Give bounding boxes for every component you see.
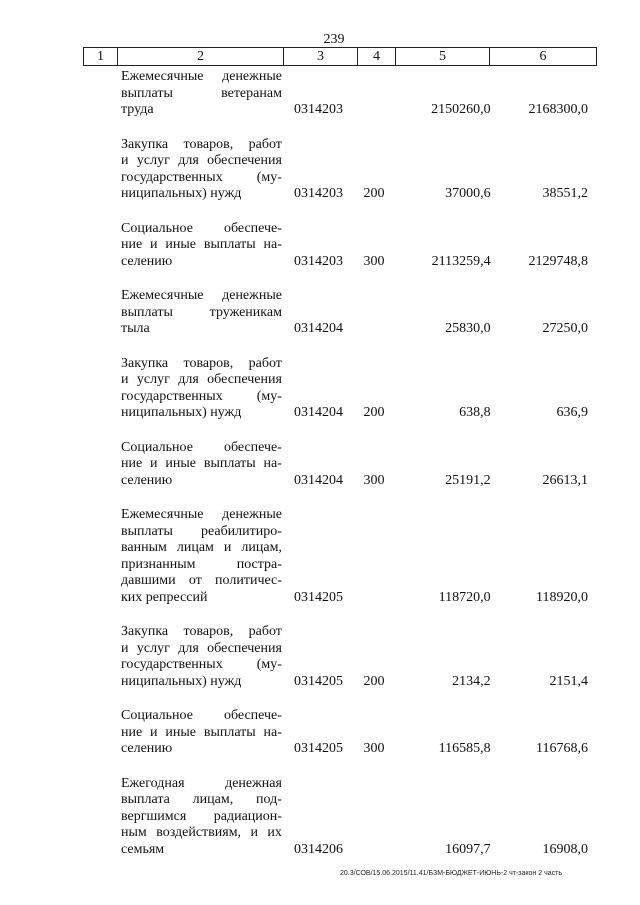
- row-name: [83, 69, 282, 119]
- row-value-6: 636,9: [556, 405, 588, 420]
- row-value-6: 2129748,8: [528, 253, 588, 269]
- row-value-6: 16908,0: [542, 841, 588, 857]
- row-name: [83, 288, 282, 338]
- row-code: 0314204: [293, 405, 343, 420]
- row-value-6: 2151,4: [549, 673, 588, 689]
- row-code: 0314203: [293, 102, 343, 117]
- row-name: [83, 708, 282, 758]
- row-code: 0314203: [293, 253, 343, 269]
- row-value-5: 2150260,0: [431, 102, 491, 117]
- row-value-6: 2168300,0: [528, 102, 588, 117]
- row-name-line: государственных (му-: [121, 169, 282, 185]
- row-value-5: 16097,7: [445, 841, 491, 857]
- row-name-line: селению: [121, 741, 173, 756]
- table-row: [83, 137, 596, 203]
- row-value-5: 25830,0: [445, 321, 491, 336]
- row-name-line: Закупка товаров, работ: [121, 136, 282, 152]
- row-code: 0314203: [293, 186, 343, 201]
- budget-table: [83, 47, 596, 858]
- row-type: 300: [363, 253, 385, 269]
- table-header: [83, 47, 597, 66]
- row-name-line: вергшимся радиацион-: [121, 808, 282, 824]
- row-name-line: Закупка товаров, работ: [121, 624, 282, 639]
- row-name: [83, 624, 282, 690]
- row-type: 300: [363, 741, 385, 756]
- row-code: 0314204: [293, 321, 343, 336]
- row-code: 0314205: [293, 589, 343, 605]
- row-code: 0314205: [293, 741, 343, 756]
- row-name-line: государственных (му-: [121, 388, 282, 404]
- row-name-line: и услуг для обеспечения: [121, 153, 282, 168]
- row-value-5: 2134,2: [452, 673, 491, 689]
- row-name-line: Ежемесячные денежные: [121, 69, 282, 84]
- row-name-line: ниципальных) нужд: [121, 673, 242, 689]
- row-name-line: труда: [121, 102, 154, 117]
- row-name-line: ным воздействиям, и их: [121, 825, 282, 840]
- row-code: 0314204: [293, 472, 343, 488]
- table-row: [83, 221, 596, 271]
- row-value-6: 27250,0: [542, 321, 588, 336]
- row-name: [83, 356, 282, 422]
- row-code: 0314205: [293, 673, 343, 689]
- row-value-5: 116585,8: [438, 741, 491, 756]
- header-col-1: 1: [84, 48, 118, 66]
- row-name-line: Ежемесячные денежные: [121, 288, 282, 303]
- row-value-6: 26613,1: [542, 472, 588, 488]
- row-name-line: ниципальных) нужд: [121, 186, 242, 201]
- row-code: 0314206: [293, 841, 343, 857]
- table-row: [83, 507, 596, 606]
- table-row: [83, 356, 596, 422]
- row-value-5: 2113259,4: [431, 253, 491, 269]
- header-col-3: 3: [284, 48, 358, 66]
- row-name: [83, 137, 282, 203]
- row-name-line: давшими от политичес-: [121, 573, 282, 588]
- row-name: [83, 776, 282, 859]
- row-name-line: Ежемесячные денежные: [121, 507, 282, 522]
- row-name-line: ние и иные выплаты на-: [121, 237, 282, 252]
- row-name-line: ниципальных) нужд: [121, 405, 242, 420]
- table-row: [83, 69, 596, 119]
- row-name-line: семьям: [121, 841, 165, 857]
- row-name: [83, 440, 282, 490]
- row-name-line: ких репрессий: [121, 589, 208, 605]
- row-name-line: и услуг для обеспечения: [121, 372, 282, 387]
- row-name-line: Социальное обеспече-: [121, 708, 282, 723]
- row-name-line: выплаты ветеранам: [121, 85, 282, 101]
- row-name-line: селению: [121, 253, 173, 269]
- row-type: 200: [363, 186, 385, 201]
- row-value-5: 638,8: [459, 405, 491, 420]
- table-row: [83, 624, 596, 690]
- row-name-line: тыла: [121, 321, 150, 336]
- row-type: 200: [363, 673, 385, 689]
- row-name-line: выплата лицам, под-: [121, 792, 282, 807]
- table-row: [83, 708, 596, 758]
- header-col-5: 5: [396, 48, 490, 66]
- page-number: 239: [323, 32, 345, 47]
- row-name-line: Социальное обеспече-: [121, 439, 282, 455]
- row-name-line: признанным постра-: [121, 556, 282, 572]
- row-name-line: выплаты труженикам: [121, 304, 282, 320]
- row-value-5: 25191,2: [445, 472, 491, 488]
- row-type: 300: [363, 472, 385, 488]
- row-value-5: 118720,0: [438, 589, 491, 605]
- row-name: [83, 221, 282, 271]
- row-name-line: ние и иные выплаты на-: [121, 456, 282, 471]
- row-name-line: и услуг для обеспечения: [121, 640, 282, 656]
- row-name-line: Ежегодная денежная: [121, 775, 282, 791]
- header-col-4: 4: [358, 48, 396, 66]
- header-col-6: 6: [490, 48, 597, 66]
- row-name-line: государственных (му-: [121, 657, 282, 672]
- table-body: [83, 69, 596, 858]
- table-row: [83, 776, 596, 859]
- table-row: [83, 288, 596, 338]
- row-type: 200: [363, 405, 385, 420]
- row-name-line: выплаты реабилитиро-: [121, 523, 282, 539]
- row-name-line: ние и иные выплаты на-: [121, 724, 282, 740]
- row-value-6: 118920,0: [536, 589, 588, 605]
- row-name-line: Социальное обеспече-: [121, 220, 282, 236]
- row-name: [83, 507, 282, 606]
- row-value-6: 38551,2: [542, 186, 588, 201]
- row-name-line: Закупка товаров, работ: [121, 355, 282, 371]
- row-value-5: 37000,6: [445, 186, 491, 201]
- row-name-line: ванным лицам и лицам,: [121, 540, 282, 555]
- header-col-2: 2: [118, 48, 284, 66]
- document-footer: 20.3/СОВ/15.06.2015/11.41/БЗМ-БЮДЖЕТ-ИЮНЬ-2 чт-закон 2 часть: [340, 870, 562, 877]
- row-value-6: 116768,6: [536, 741, 588, 756]
- row-name-line: селению: [121, 472, 173, 488]
- table-row: [83, 440, 596, 490]
